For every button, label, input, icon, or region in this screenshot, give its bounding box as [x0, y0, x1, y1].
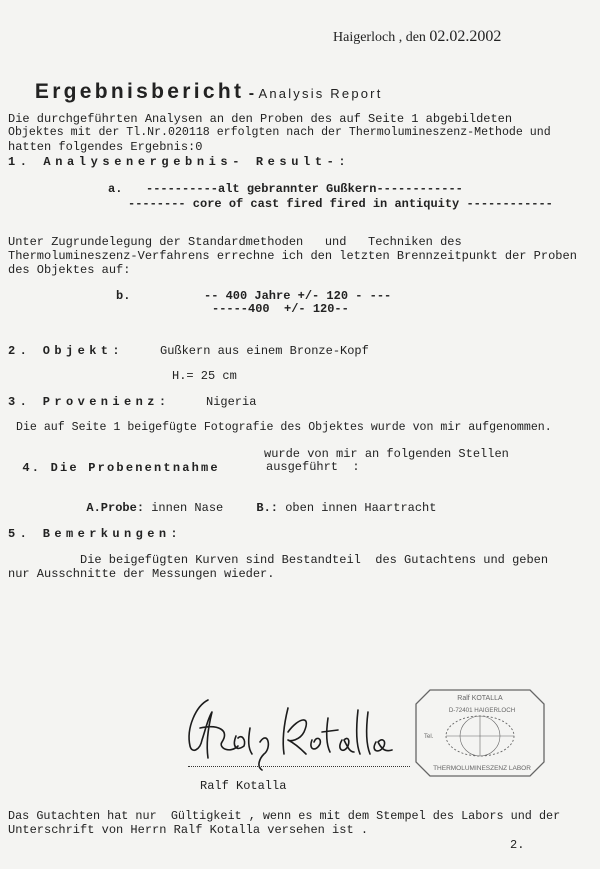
sample-b-label: B.:: [256, 501, 279, 515]
result-b-age: -- 400 Jahre +/- 120 - ---: [204, 289, 392, 303]
sample-a-label: A.Probe:: [86, 501, 145, 515]
remarks-line-1: Die beigefügten Kurven sind Bestandteil des Gutachtens und geben: [80, 553, 549, 567]
provenance-value: Nigeria: [206, 395, 257, 409]
section1-heading: 1. Analysenergebnis- Result-:: [8, 155, 351, 169]
section4-heading: [8, 447, 220, 475]
sampling-text-2: ausgeführt :: [266, 460, 360, 474]
section4-heading-text: 4. Die Probenentnahme: [22, 461, 220, 475]
result-b-age-alt: -----400 +/- 120--: [212, 302, 349, 316]
page-number: 2.: [510, 838, 525, 852]
sample-a: [72, 487, 223, 515]
sample-b-value: oben innen Haartracht: [285, 501, 437, 515]
result-a-english: -------- core of cast fired fired in antiquity ------------: [128, 197, 553, 211]
report-title: [26, 62, 383, 104]
result-a-german: ----------alt gebrannter Gußkern------------: [146, 182, 463, 196]
title-main: Ergebnisbericht: [34, 80, 245, 103]
title-separator: -: [244, 85, 259, 102]
result-a-label: a.: [108, 182, 123, 196]
handwritten-signature: [178, 688, 398, 778]
section2-heading: 2. Objekt:: [8, 344, 125, 358]
section5-heading: 5. Bemerkungen:: [8, 527, 183, 541]
sample-a-value: innen Nase: [151, 501, 224, 515]
result-b-label: b.: [116, 289, 131, 303]
footer-line-2: Unterschrift von Herrn Ralf Kotalla versehen ist .: [8, 823, 369, 837]
footer-line-1: Das Gutachten hat nur Gültigkeit , wenn es mit dem Stempel des Labors und der: [8, 809, 561, 823]
intro-line: Die durchgeführten Analysen an den Proben des auf Seite 1 abgebildeten: [8, 112, 513, 126]
remarks-line-2: nur Ausschnitte der Messungen wieder.: [8, 567, 275, 581]
basis-line: Thermolumineszenz-Verfahrens errechne ich den letzten Brennzeitpunkt der Proben: [8, 249, 577, 263]
basis-line: Unter Zugrundelegung der Standardmethoden und Techniken des: [8, 235, 462, 249]
sampling-text-1: wurde von mir an folgenden Stellen: [264, 447, 509, 461]
signatory-name: Ralf Kotalla: [200, 779, 287, 793]
stamp-text-tel: Tel.: [424, 734, 434, 740]
signature-line: [188, 766, 410, 767]
report-date: 02.02.2002: [429, 28, 502, 45]
object-height: H.= 25 cm: [172, 369, 237, 383]
intro-line: Objektes mit der Tl.Nr.020118 erfolgten nach der Thermolumineszenz-Methode und: [8, 126, 551, 139]
laboratory-stamp: [410, 686, 550, 780]
intro-line: hatten folgendes Ergebnis:0: [8, 140, 203, 154]
sample-b: [242, 487, 436, 515]
title-sub: Analysis Report: [258, 86, 383, 101]
place-date: [326, 12, 501, 46]
stamp-text-name: Ralf KOTALLA: [457, 695, 503, 702]
photo-note: Die auf Seite 1 beigefügte Fotografie des Objektes wurde von mir aufgenommen.: [16, 421, 552, 434]
place-label: Haigerloch , den: [333, 30, 430, 45]
object-value: Gußkern aus einem Bronze-Kopf: [160, 344, 369, 358]
section3-heading: 3. Provenienz:: [8, 395, 171, 409]
stamp-text-lab: THERMOLUMINESZENZ LABOR: [433, 765, 531, 772]
basis-line: des Objektes auf:: [8, 263, 131, 277]
stamp-text-address: D-72401 HAIGERLOCH: [448, 707, 516, 714]
